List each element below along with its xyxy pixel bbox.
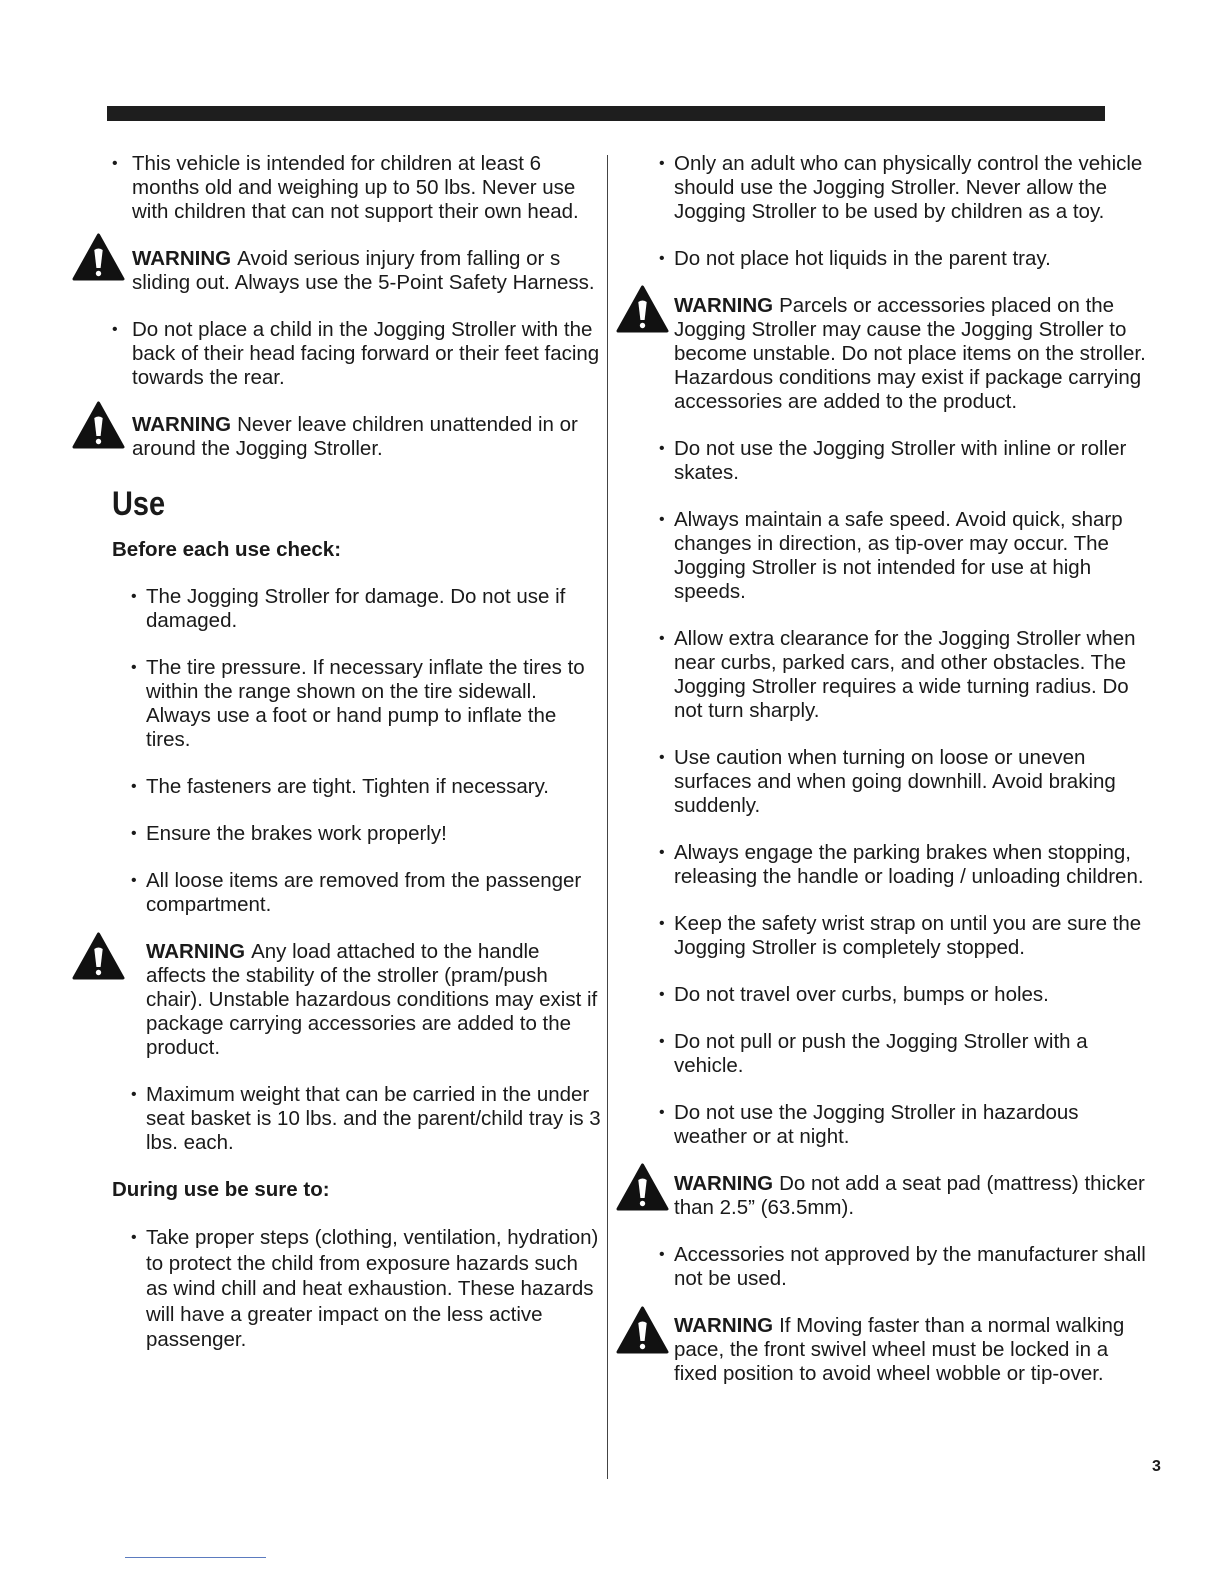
list-item: • Do not use the Jogging Stroller in hazardous weather or at night. [616, 1101, 1156, 1149]
warning-text: Avoid serious injury from falling or s sliding out. Always use the 5-Point Safety Harness. [132, 247, 595, 294]
warning-block [72, 413, 602, 461]
list-item: • The tire pressure. If necessary inflate the tires to within the range shown on the tire sidewall. Always use a foot or hand pump to inflate the tires. [72, 656, 602, 752]
list-item: • Do not place a child in the Jogging Stroller with the back of their head facing forward or their feet facing towards the rear. [72, 318, 602, 390]
warning-label: WARNING [132, 247, 232, 270]
list-item: • Accessories not approved by the manufacturer shall not be used. [616, 1243, 1156, 1291]
warning-triangle-icon [616, 1306, 669, 1354]
list-item: • Only an adult who can physically control the vehicle should use the Jogging Stroller. Never allow the Jogging Stroller to be used by children as a toy. [616, 152, 1156, 224]
list-item: • Keep the safety wrist strap on until you are sure the Jogging Stroller is completely stopped. [616, 912, 1156, 960]
list-item: • Do not travel over curbs, bumps or holes. [616, 983, 1156, 1007]
list-item: • Maximum weight that can be carried in the under seat basket is 10 lbs. and the parent/child tray is 3 lbs. each. [72, 1083, 602, 1155]
warning-text: Never leave children unattended in or around the Jogging Stroller. [132, 413, 578, 460]
subheading: During use be sure to: [112, 1178, 330, 1201]
header-bar [107, 106, 1105, 121]
warning-text: Any load attached to the handle affects the stability of the stroller (pram/push chair). Unstable hazardous conditions may exist if package carrying accessories are added to the product. [146, 940, 598, 1059]
list-item: • Always maintain a safe speed. Avoid quick, sharp changes in direction, as tip-over may occur. The Jogging Stroller is not intended for use at high speeds. [616, 508, 1156, 604]
list-item: • Use caution when turning on loose or uneven surfaces and when going downhill. Avoid braking suddenly. [616, 746, 1156, 818]
warning-label: WARNING [674, 1172, 774, 1195]
subheading: Before each use check: [112, 538, 342, 561]
list-item: • All loose items are removed from the passenger compartment. [72, 869, 602, 917]
warning-triangle-icon [72, 233, 125, 281]
list-item: • Allow extra clearance for the Jogging Stroller when near curbs, parked cars, and other obstacles. The Jogging Stroller requires a wide turning radius. Do not turn sharply. [616, 627, 1156, 723]
list-item: • This vehicle is intended for children at least 6 months old and weighing up to 50 lbs. Never use with children that can not support their own head. [72, 152, 602, 224]
warning-label: WARNING [132, 413, 232, 436]
list-item: • Always engage the parking brakes when stopping, releasing the handle or loading / unloading children. [616, 841, 1156, 889]
warning-triangle-icon [72, 932, 125, 980]
list-item: • Do not place hot liquids in the parent tray. [616, 247, 1156, 271]
warning-triangle-icon [616, 285, 669, 333]
list-item: • Do not use the Jogging Stroller with inline or roller skates. [616, 437, 1156, 485]
list-item: • Ensure the brakes work properly! [72, 822, 602, 846]
warning-block [72, 247, 602, 295]
warning-block [616, 1172, 1156, 1220]
footer-rule [125, 1557, 266, 1558]
warning-text: If Moving faster than a normal walking pace, the front swivel wheel must be locked in a fixed position to avoid wheel wobble or tip-over. [674, 1314, 1125, 1385]
warning-text: Parcels or accessories placed on the Jogging Stroller may cause the Jogging Stroller to become unstable. Do not place items on the stroller. Hazardous conditions may exist if package carrying accessories are added to the product. [674, 294, 1146, 413]
warning-label: WARNING [674, 1314, 774, 1337]
right-column [616, 152, 1156, 1409]
warning-label: WARNING [146, 940, 246, 963]
section-title: Use [112, 485, 166, 523]
list-item: • Take proper steps (clothing, ventilation, hydration) to protect the child from exposure hazards such as wind chill and heat exhaustion. These hazards will have a greater impact on the less active passenger. [72, 1225, 602, 1353]
warning-block [72, 940, 602, 1060]
list-item: • The fasteners are tight. Tighten if necessary. [72, 775, 602, 799]
warning-label: WARNING [674, 294, 774, 317]
page-number: 3 [1152, 1458, 1161, 1475]
warning-block [616, 1314, 1156, 1386]
list-item: • Do not pull or push the Jogging Stroller with a vehicle. [616, 1030, 1156, 1078]
warning-block [616, 294, 1156, 414]
column-divider [607, 155, 608, 1479]
warning-triangle-icon [72, 401, 125, 449]
list-item: • The Jogging Stroller for damage. Do not use if damaged. [72, 585, 602, 633]
warning-triangle-icon [616, 1163, 669, 1211]
warning-text: Do not add a seat pad (mattress) thicker than 2.5” (63.5mm). [674, 1172, 1145, 1219]
left-column [72, 152, 602, 1376]
